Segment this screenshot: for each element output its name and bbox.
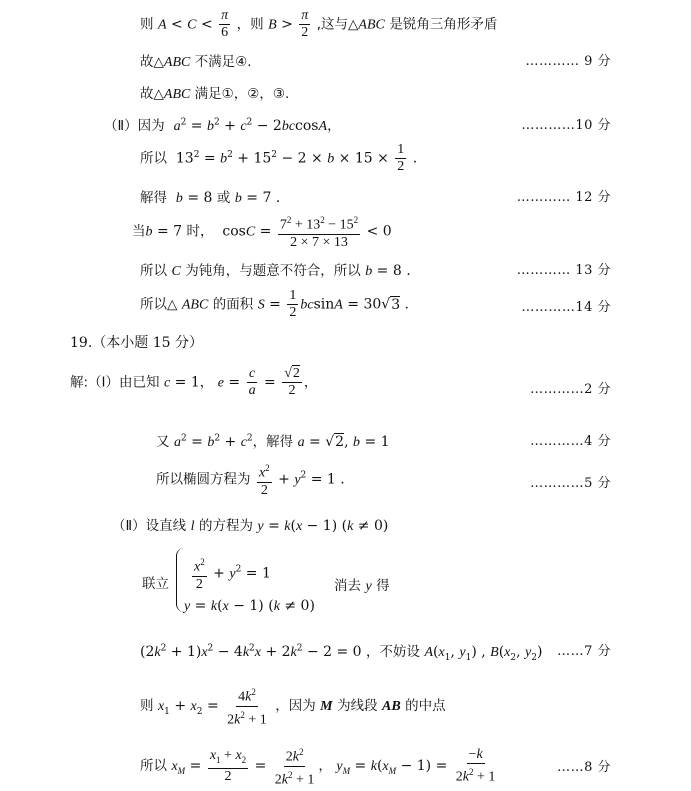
system-eq-2: y = k(x − 1) (k ≠ 0) [184,598,315,614]
score-10: …………10 分 [521,118,611,133]
score-8: ……8 分 [557,760,611,775]
score-13: ………… 13 分 [516,263,611,278]
line-15-prefix: 联立 [142,576,169,592]
line-13: 所以椭圆方程为 $\frac{x^2}{2}$ + $y^2 = 1$ . [156,460,691,499]
line-9: 所以△ ABC 的面积 S = $\frac{1}{2}$ bcsinA = 30√3 . [140,288,410,320]
line-5: 所以 $13^2 = b^2 + 15^2 - 2 \times b \times 15$ × $\frac{1}{2}$ . [140,142,418,174]
line-11: 解:（Ⅰ）由已知 c = 1， e = $\frac{c}{a}$ = $\frac{√2}{2}$ ， [70,366,318,398]
system-eq-1: $\frac{x^2}{2}$ + $y^2 = 1$ [190,554,691,593]
line-16: $(2k^2 + 1)x^2 - 4k^2x + 2k^2 - 2 = 0$ ，不妨设 $A(x_1$, $y_1$) , $B(x_2$, $y_2$) [140,643,543,663]
line-17: 则 $x_1 + x_2$ = $\frac{4k^2}{2k^2 + 1}$ ，因为 M 为线段 AB 的中点 [140,684,691,728]
line-1: 则 A < C < $\frac{\pi}{6}$ ，则 B > $\frac{\pi}{2}$ ,这与△ABC 是锐角三角形矛盾 [140,8,498,40]
line-15-suffix: 消去 y 得 [334,578,390,594]
line-12: 又 $a^2 = b^2 + c^2$，解得 a = √2, b = 1 [156,433,390,450]
line-10-problem-19: 19.（本小题 15 分） [70,335,203,351]
line-4: （Ⅱ）因为 $a^2 = b^2 + c^2 - 2bccosA$， [104,117,341,134]
line-3: 故△ABC 满足①，②，③. [140,86,290,102]
line-18: 所以 $x_M$ = $\frac{x_1 + x_2}{2}$ = $\frac{2k^2}{2k^2 + 1}$ ， $y_M = k(x_M - 1)$ = $\frac{-k}{2k^2 + 1}$ [140,744,691,788]
score-5: …………5 分 [530,476,611,491]
score-12: ………… 12 分 [516,190,611,205]
line-2: 故△ABC 不满足④. [140,54,252,70]
score-14: …………14 分 [521,300,611,315]
score-4: …………4 分 [530,434,611,449]
line-8: 所以 C 为钝角，与题意不符合，所以 b = 8 . [140,263,411,279]
score-2: …………2 分 [530,382,611,397]
score-9: ………… 9 分 [525,54,611,69]
line-14: （Ⅱ）设直线 l 的方程为 y = k(x − 1) (k ≠ 0) [112,518,389,534]
score-7: ……7 分 [557,644,611,659]
line-7: 当b = 7 时， cosC = $\frac{7^2 + 13^2 - 15^2}{2 \times 7 \times 13}$ < 0 [132,212,691,251]
line-6: 解得 b = 8 或 b = 7 . [140,190,281,206]
